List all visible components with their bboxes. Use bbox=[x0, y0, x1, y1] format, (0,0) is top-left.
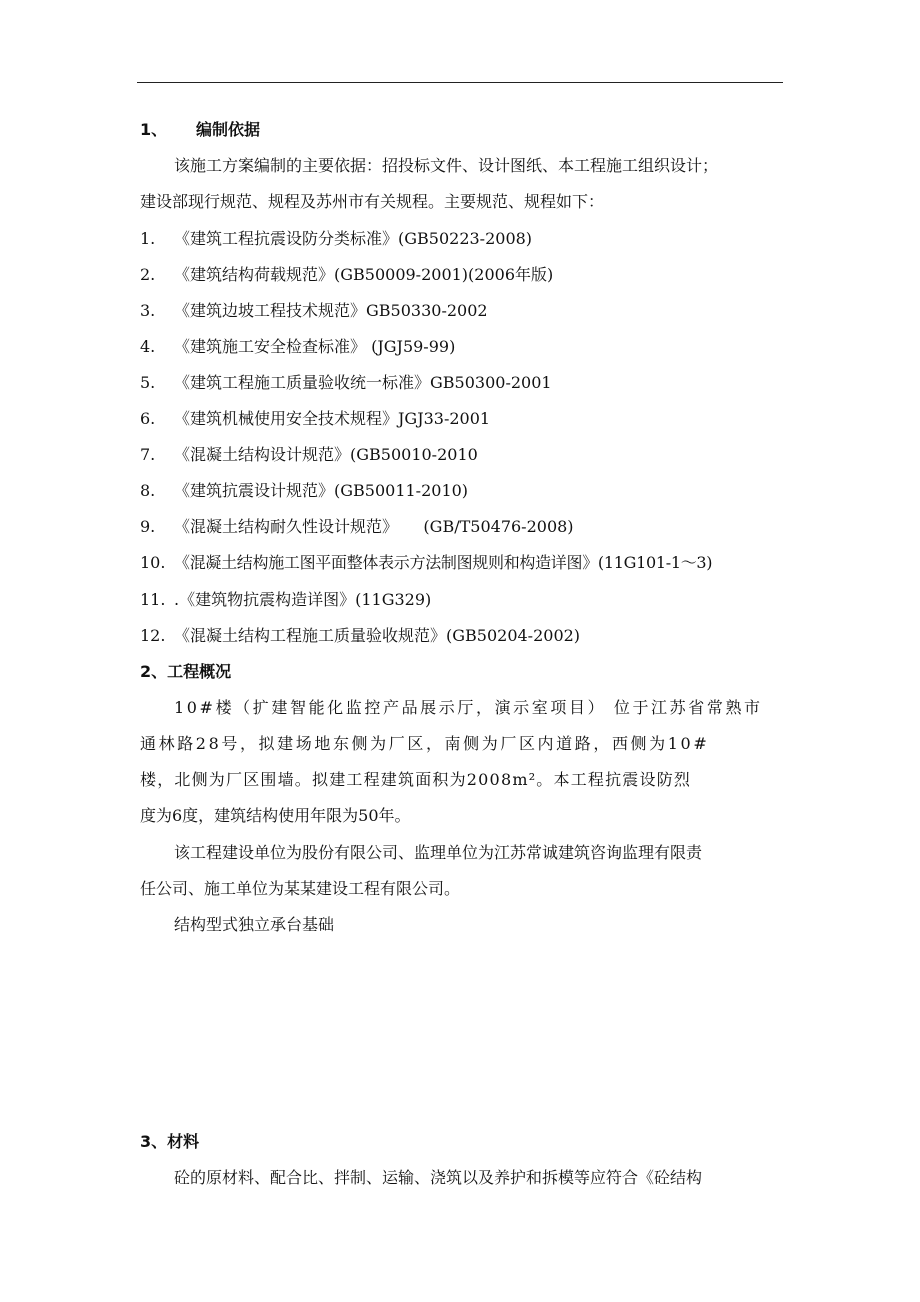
standard-item-text: 《建筑工程施工质量验收统一标准》GB50300-2001 bbox=[174, 373, 552, 392]
overview-line: 通林路28号，拟建场地东侧为厂区，南侧为厂区内道路，西侧为10# bbox=[140, 734, 710, 753]
overview-line: 该工程建设单位为股份有限公司、监理单位为江苏常诚建筑咨询监理有限责 bbox=[174, 843, 703, 862]
overview-line: 楼，北侧为厂区围墙。拟建工程建筑面积为2008m²。本工程抗震设防烈 bbox=[140, 770, 692, 789]
standard-item-number: 9. bbox=[140, 517, 156, 536]
standard-item-text: 《建筑施工安全检查标准》 (JGJ59-99) bbox=[174, 337, 456, 356]
standard-item-text: 《建筑结构荷载规范》(GB50009-2001)(2006年版) bbox=[174, 265, 554, 284]
standard-item bbox=[140, 228, 532, 250]
standard-item-number: 7. bbox=[140, 445, 156, 464]
standard-item bbox=[140, 516, 574, 538]
standard-item-text: 《混凝土结构耐久性设计规范》 (GB/T50476-2008) bbox=[174, 517, 574, 536]
standard-item bbox=[140, 408, 490, 430]
overview-line: 任公司、施工单位为某某建设工程有限公司。 bbox=[140, 879, 461, 898]
standard-item bbox=[140, 589, 431, 611]
standard-item-text: 《混凝土结构工程施工质量验收规范》(GB50204-2002) bbox=[174, 626, 581, 645]
standard-item bbox=[140, 300, 488, 322]
section-1-heading bbox=[140, 119, 260, 141]
overview-line: 10#楼（扩建智能化监控产品展示厅，演示室项目） 位于江苏省常熟市 bbox=[174, 698, 763, 717]
standard-item-number: 8. bbox=[140, 481, 156, 500]
standard-item-text: 《建筑工程抗震设防分类标准》(GB50223-2008) bbox=[174, 229, 533, 248]
standard-item-number: 12. bbox=[140, 626, 166, 645]
standard-item-number: 10. bbox=[140, 553, 166, 572]
standard-item-text: 《建筑边坡工程技术规范》GB50330-2002 bbox=[174, 301, 488, 320]
header-rule bbox=[137, 82, 783, 83]
standard-item-number: 3. bbox=[140, 301, 156, 320]
standard-item-number: 5. bbox=[140, 373, 156, 392]
structure-type-text: 结构型式独立承台基础 bbox=[174, 915, 335, 934]
standard-item-number: 6. bbox=[140, 409, 156, 428]
standard-item bbox=[140, 264, 553, 286]
materials-line: 砼的原材料、配合比、拌制、运输、浇筑以及养护和拆模等应符合《砼结构 bbox=[174, 1168, 703, 1187]
standard-item-number: 4. bbox=[140, 337, 156, 356]
standard-item bbox=[140, 552, 712, 574]
standard-item bbox=[140, 444, 478, 466]
standard-item-text: 《建筑机械使用安全技术规程》JGJ33-2001 bbox=[174, 409, 491, 428]
standard-item-text: .《建筑物抗震构造详图》(11G329) bbox=[174, 590, 432, 609]
standard-item-text: 《混凝土结构施工图平面整体表示方法制图规则和构造详图》(11G101-1～3) bbox=[174, 553, 713, 572]
overview-line: 度为6度，建筑结构使用年限为50年。 bbox=[140, 806, 411, 825]
standard-item-number: 2. bbox=[140, 265, 156, 284]
standard-item-text: 《混凝土结构设计规范》(GB50010-2010 bbox=[174, 445, 478, 464]
section-1-intro-line-2: 建设部现行规范、规程及苏州市有关规程。主要规范、规程如下： bbox=[140, 192, 605, 211]
standard-item bbox=[140, 372, 552, 394]
standard-item-number: 1. bbox=[140, 229, 156, 248]
section-1-intro-line-1: 该施工方案编制的主要依据：招投标文件、设计图纸、本工程施工组织设计； bbox=[174, 156, 719, 175]
section-1-number: 1、 bbox=[140, 120, 168, 139]
section-3-heading: 3、材料 bbox=[140, 1132, 200, 1151]
standard-item bbox=[140, 625, 580, 647]
section-2-heading: 2、工程概况 bbox=[140, 662, 232, 681]
standard-item bbox=[140, 480, 468, 502]
standard-item bbox=[140, 336, 455, 358]
section-1-title: 编制依据 bbox=[196, 120, 261, 139]
standard-item-text: 《建筑抗震设计规范》(GB50011-2010) bbox=[174, 481, 469, 500]
standard-item-number: 11. bbox=[140, 590, 166, 609]
